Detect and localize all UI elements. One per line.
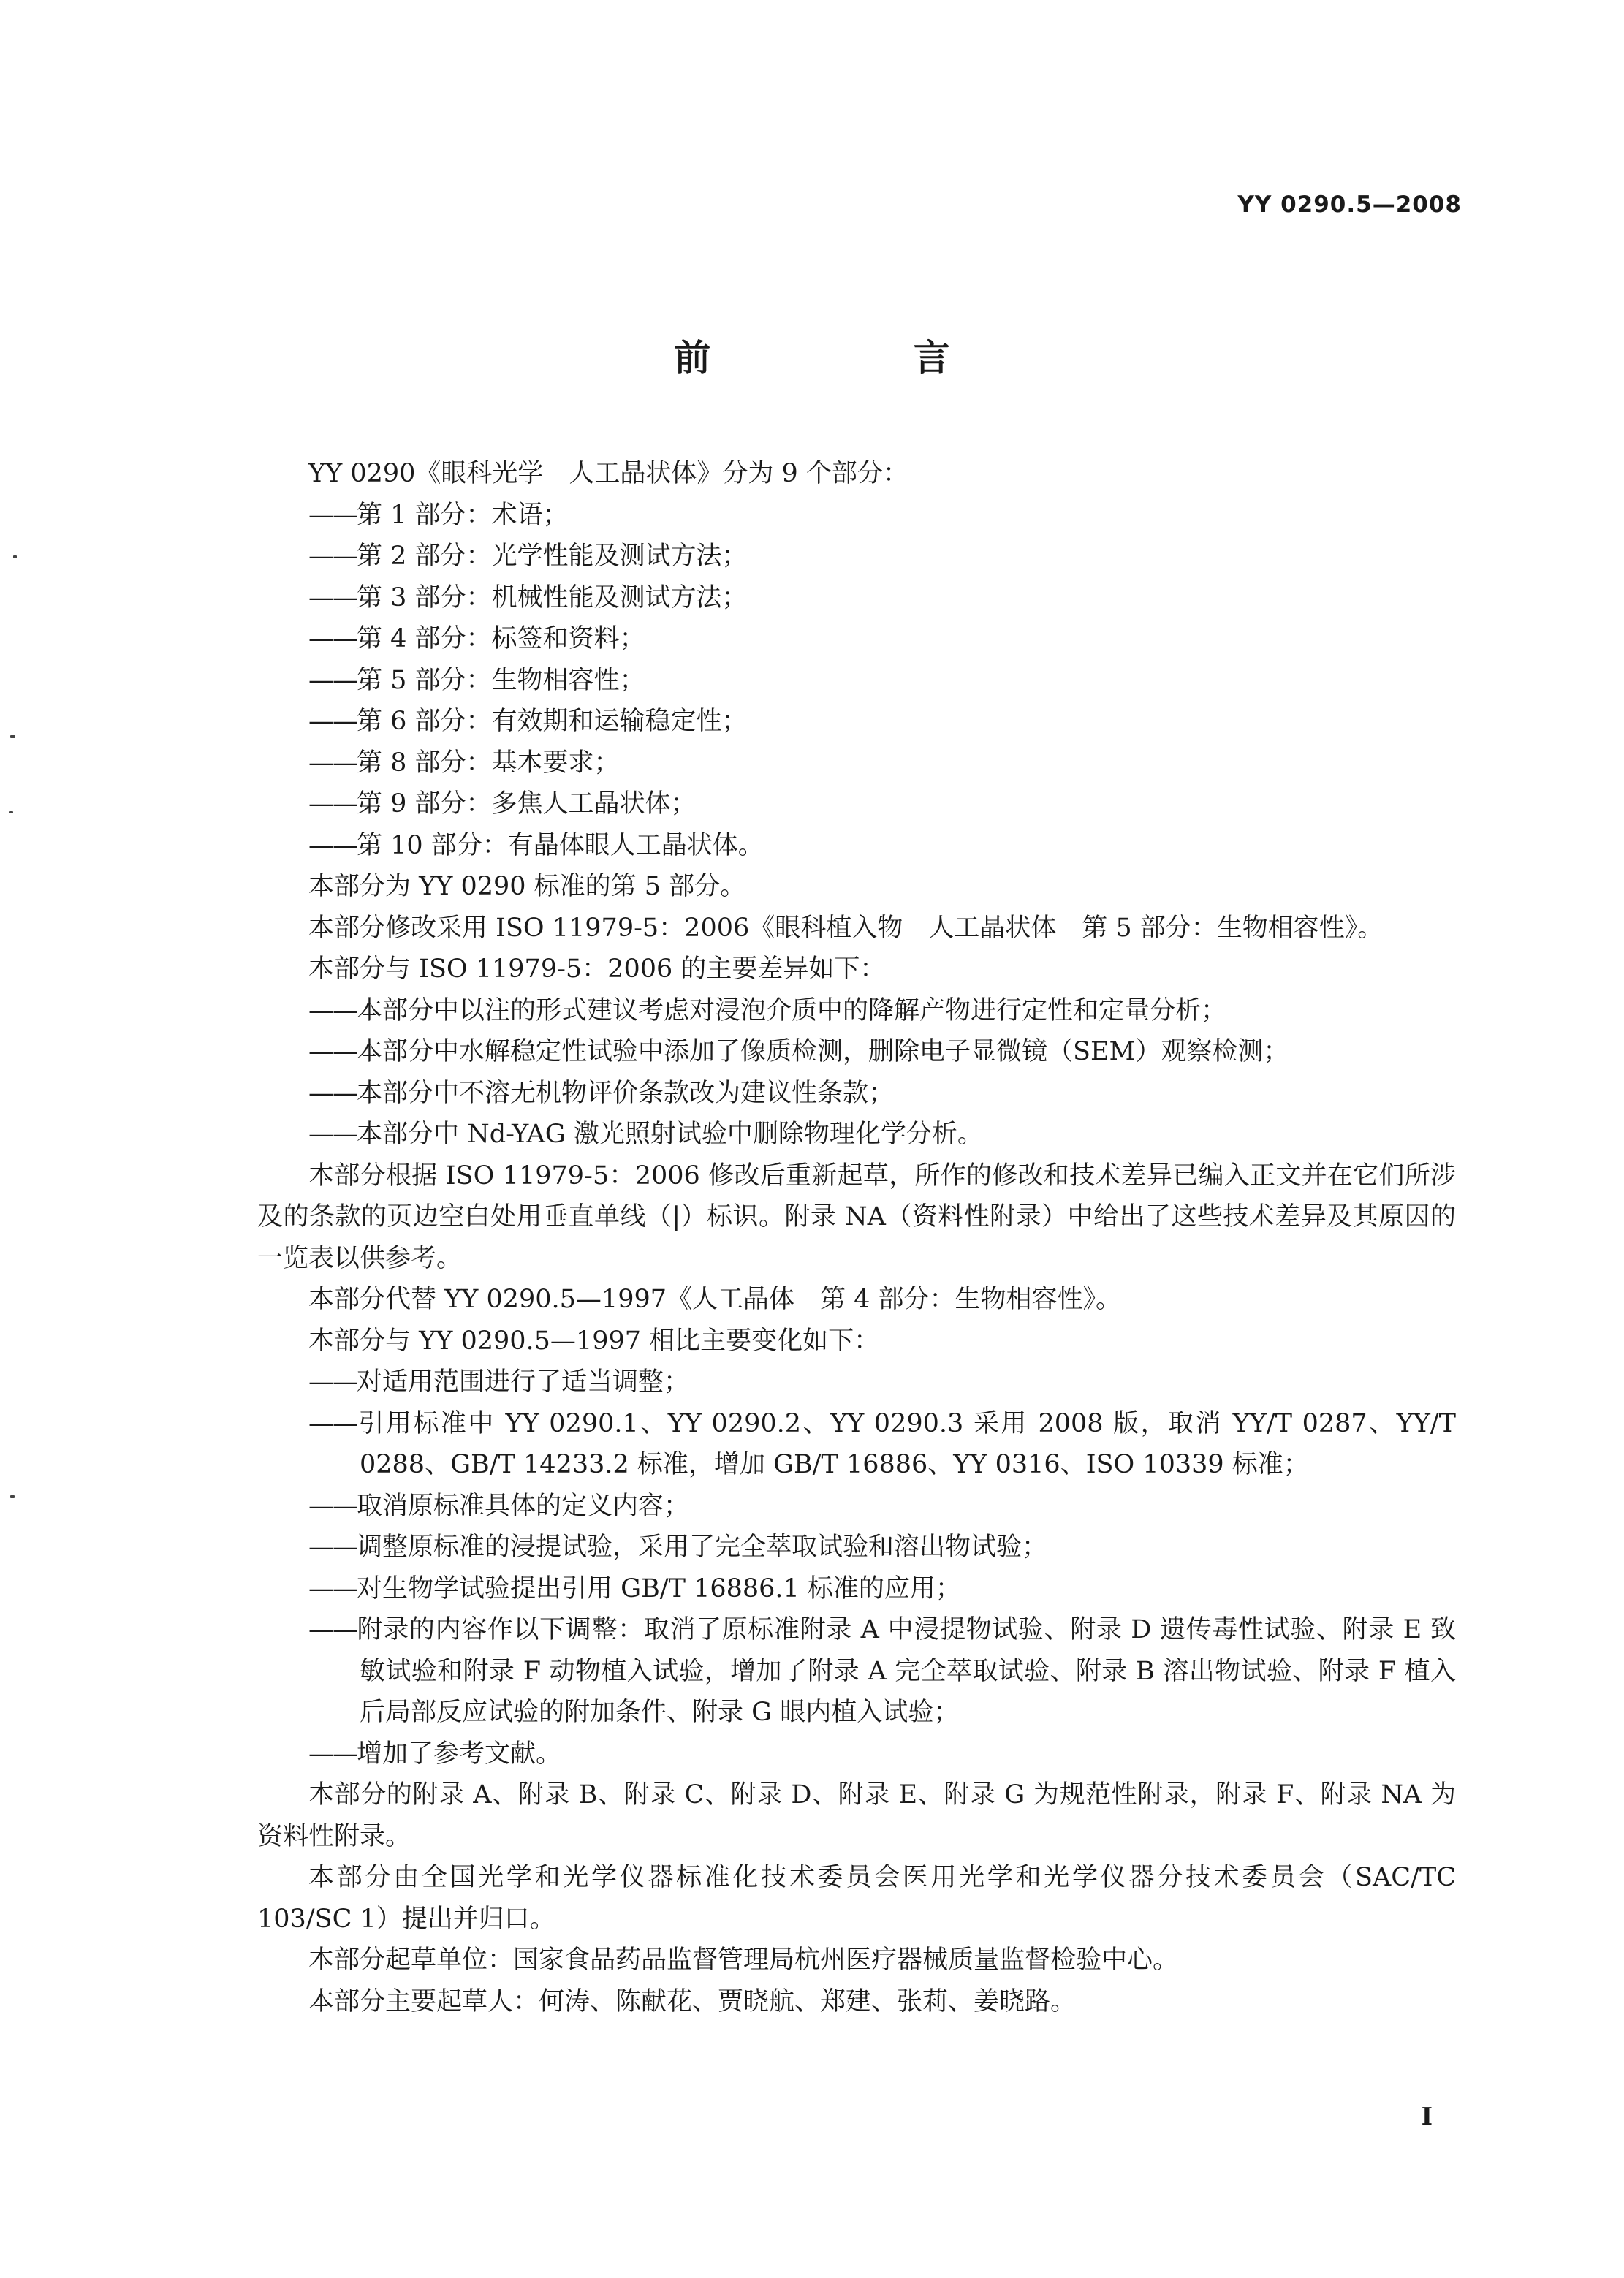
dash-mark: —— — [308, 665, 357, 695]
dash-list-item — [257, 743, 1456, 784]
paragraph: 本部分的附录 A、附录 B、附录 C、附录 D、附录 E、附录 G 为规范性附录，附录 F、附录 NA 为资料性附录。 — [257, 1780, 1456, 1851]
page-title: 前 言 — [674, 337, 1045, 379]
dash-mark: —— — [308, 1739, 357, 1769]
page-number: I — [1421, 2102, 1433, 2130]
paragraph: 本部分为 YY 0290 标准的第 5 部分。 — [308, 872, 746, 901]
dash-list-item — [257, 783, 1456, 825]
dash-item-text: 对生物学试验提出引用 GB/T 16886.1 标准的应用； — [357, 1573, 961, 1603]
dash-mark: —— — [308, 789, 357, 819]
dash-item-text: 第 2 部分：光学性能及测试方法； — [357, 542, 748, 571]
dash-list-item — [257, 1073, 1456, 1115]
scan-speck — [10, 735, 15, 738]
scan-speck — [9, 811, 13, 813]
dash-list-item — [257, 536, 1456, 577]
dash-list-item — [257, 825, 1456, 867]
dash-list-item — [257, 1568, 1456, 1610]
dash-list-item — [257, 1403, 1456, 1486]
dash-list-item — [257, 1734, 1456, 1775]
dash-mark: —— — [308, 707, 357, 736]
scan-speck — [13, 555, 17, 558]
dash-mark: —— — [308, 582, 357, 612]
paragraph: 本部分修改采用 ISO 11979-5：2006《眼科植入物 人工晶状体 第 5 部分：生物相容性》。 — [308, 913, 1384, 943]
foreword-body — [257, 453, 1456, 2022]
dash-mark: —— — [308, 1120, 357, 1149]
dash-mark: —— — [308, 1615, 357, 1644]
dash-list-item — [257, 701, 1456, 743]
dash-item-text: 本部分中水解稳定性试验中添加了像质检测，删除电子显微镜（SEM）观察检测； — [357, 1037, 1289, 1066]
dash-item-text: 调整原标准的浸提试验，采用了完全萃取试验和溶出物试验； — [357, 1533, 1048, 1562]
dash-list-item — [257, 1114, 1456, 1155]
dash-item-text: 第 1 部分：术语； — [357, 500, 569, 530]
dash-item-text: 取消原标准具体的定义内容； — [357, 1491, 690, 1521]
dash-item-text: 第 6 部分：有效期和运输稳定性； — [357, 707, 748, 736]
dash-item-text: 第 8 部分：基本要求； — [357, 748, 620, 778]
dash-item-text: 第 5 部分：生物相容性； — [357, 665, 645, 695]
dash-list-item — [257, 618, 1456, 660]
dash-list-item — [257, 1362, 1456, 1403]
paragraph: 本部分起草单位：国家食品药品监督管理局杭州医疗器械质量监督检验中心。 — [308, 1945, 1179, 1975]
dash-mark: —— — [308, 1408, 357, 1438]
dash-item-text: 对适用范围进行了适当调整； — [357, 1367, 690, 1397]
dash-item-text: 本部分中以注的形式建议考虑对浸泡介质中的降解产物进行定性和定量分析； — [357, 995, 1227, 1025]
paragraph: YY 0290《眼科光学 人工晶状体》分为 9 个部分： — [308, 459, 908, 488]
standard-code: YY 0290.5—2008 — [1237, 191, 1462, 218]
dash-list-item — [257, 577, 1456, 619]
dash-item-text: 本部分中不溶无机物评价条款改为建议性条款； — [357, 1078, 895, 1108]
dash-list-item — [257, 660, 1456, 702]
dash-item-text: 第 3 部分：机械性能及测试方法； — [357, 582, 748, 612]
paragraph: 本部分与 YY 0290.5—1997 相比主要变化如下： — [308, 1326, 880, 1356]
paragraph: 本部分与 ISO 11979-5：2006 的主要差异如下： — [308, 954, 886, 984]
dash-list-item — [257, 1486, 1456, 1527]
dash-mark: —— — [308, 1491, 357, 1521]
paragraph: 本部分代替 YY 0290.5—1997《人工晶体 第 4 部分：生物相容性》。 — [308, 1285, 1122, 1314]
dash-mark: —— — [308, 1367, 357, 1397]
dash-item-text: 引用标准中 YY 0290.1、YY 0290.2、YY 0290.3 采用 2008 版，取消 YY/T 0287、YY/T 0288、GB/T 14233.2 标准，增加 GB/T 16886、YY 0316、ISO 10339 标准； — [357, 1408, 1456, 1479]
dash-mark: —— — [308, 1573, 357, 1603]
dash-list-item — [257, 1609, 1456, 1734]
paragraph: 本部分根据 ISO 11979-5：2006 修改后重新起草，所作的修改和技术差异已编入正文并在它们所涉及的条款的页边空白处用垂直单线（|）标识。附录 NA（资料性附录）中给出了这些技术差异及其原因的一览表以供参考。 — [257, 1161, 1456, 1273]
dash-mark: —— — [308, 1037, 357, 1066]
dash-item-text: 第 10 部分：有晶体眼人工晶状体。 — [357, 830, 764, 860]
dash-item-text: 第 4 部分：标签和资料； — [357, 624, 645, 653]
dash-mark: —— — [308, 1078, 357, 1108]
dash-list-item — [257, 1527, 1456, 1568]
paragraph: 本部分主要起草人：何涛、陈献花、贾晓航、郑建、张莉、姜晓路。 — [308, 1986, 1077, 2016]
dash-item-text: 附录的内容作以下调整：取消了原标准附录 A 中浸提物试验、附录 D 遗传毒性试验、附录 E 致敏试验和附录 F 动物植入试验，增加了附录 A 完全萃取试验、附录 B 溶出物试验、附录 F 植入后局部反应试验的附加条件、附录 G 眼内植入试验； — [357, 1615, 1456, 1727]
scan-speck — [10, 1495, 15, 1498]
dash-list-item — [257, 495, 1456, 536]
dash-item-text: 增加了参考文献。 — [357, 1739, 562, 1769]
dash-list-item — [257, 990, 1456, 1032]
dash-mark: —— — [308, 500, 357, 530]
dash-mark: —— — [308, 830, 357, 860]
dash-item-text: 第 9 部分：多焦人工晶状体； — [357, 789, 697, 819]
dash-mark: —— — [308, 542, 357, 571]
dash-list-item — [257, 1031, 1456, 1073]
dash-mark: —— — [308, 748, 357, 778]
dash-item-text: 本部分中 Nd-YAG 激光照射试验中删除物理化学分析。 — [357, 1120, 983, 1149]
dash-mark: —— — [308, 1533, 357, 1562]
dash-mark: —— — [308, 995, 357, 1025]
paragraph: 本部分由全国光学和光学仪器标准化技术委员会医用光学和光学仪器分技术委员会（SAC/TC 103/SC 1）提出并归口。 — [257, 1863, 1456, 1934]
dash-mark: —— — [308, 624, 357, 653]
